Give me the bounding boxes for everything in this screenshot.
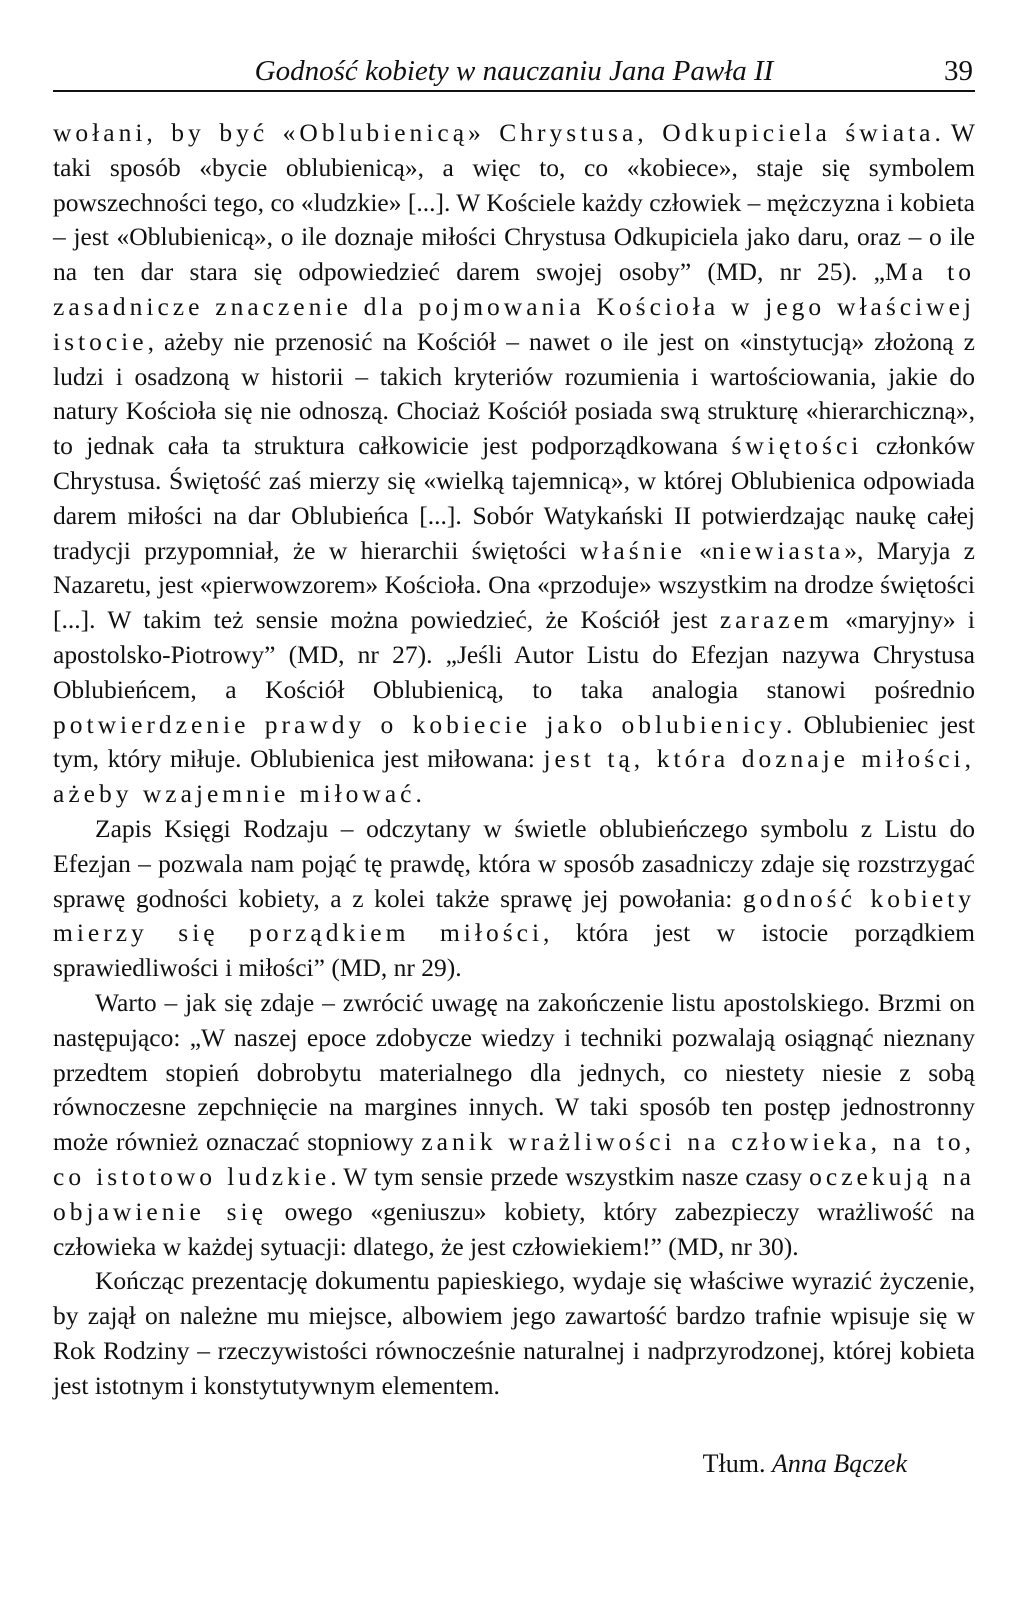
text-run: , ażeby nie przenosić na Kościół – nawet o ile jest on «instytucją» złożoną z ludzi i osadzoną w historii – takich kryteriów rozumienia i wartościowania, jakie do natury Kościoła się nie odnoszą. Chociaż Kościół posiada swą strukturę «hierarchiczną», to jednak cała ta struktura całkowicie jest podporządkowana bbox=[53, 326, 975, 461]
text-run: . bbox=[415, 779, 422, 809]
text-run: « bbox=[685, 535, 712, 565]
text-run: . W tym sensie przede wszystkim nasze czasy bbox=[330, 1161, 810, 1191]
translator-credit bbox=[53, 1447, 975, 1481]
text-run: Warto – jak się zdaje – zwrócić uwagę na zakończenie listu apostolskiego. Brzmi on następująco: „W naszej epoce zdobycze wiedzy i techniki pozwalają osiągnąć nieznany przedtem stopień dobrobytu materialnego dla jednych, co niestety niesie z sobą równoczesne zepchnięcie na margines innych. W taki sposób ten postęp jednostronny może również oznaczać stopniowy bbox=[53, 987, 975, 1157]
running-head bbox=[53, 50, 975, 92]
spaced-emphasis: potwierdzenie prawdy o kobiecie jako oblubienicy bbox=[53, 709, 786, 739]
translator-label: Tłum. bbox=[702, 1449, 766, 1479]
paragraph bbox=[53, 116, 975, 812]
spaced-emphasis: właśnie bbox=[579, 535, 686, 565]
spaced-emphasis: oczekują na objawienie się bbox=[53, 1161, 975, 1226]
body-text bbox=[53, 116, 975, 1403]
spaced-emphasis: zarazem bbox=[719, 605, 833, 635]
spaced-emphasis: godność kobiety mierzy się porządkiem miłości bbox=[53, 883, 975, 948]
spaced-emphasis: wołani, by być «Oblubienicą» Chrystusa, Odkupiciela świata bbox=[53, 118, 935, 147]
text-run: Kończąc prezentację dokumentu papieskiego, wydaje się właściwe wyrazić życzenie, by zajął on należne mu miejsce, albowiem jego zawartość bardzo trafnie wpisuje się w Rok Rodziny – rzeczywistości równocześnie naturalnej i nadprzyrodzonej, której kobieta jest istotnym i konstytutywnym elementem. bbox=[53, 1266, 975, 1400]
text-run: . Oblubieniec jest tym, który miłuje. Oblubienica jest miłowana: bbox=[53, 709, 975, 774]
text-run: Zapis Księgi Rodzaju – odczytany w świetle oblubieńczego symbolu z Listu do Efezjan – pozwala nam pojąć tę prawdę, która w sposób zasadniczy zdaje się rozstrzygać sprawę godności kobiety, a z kolei także sprawę jej powołania: bbox=[53, 813, 975, 913]
spaced-emphasis: Ma to zasadnicze znaczenie dla pojmowania Kościoła w jego właściwej istocie bbox=[53, 257, 976, 356]
text-run: », Maryja z Nazaretu, jest «pierwowzorem» Kościoła. Ona «przoduje» wszystkim na drodze świętości [...]. W takim też sensie można powiedzieć, że Kościół jest bbox=[53, 535, 975, 635]
spaced-emphasis: zanik wrażliwości na człowieka, na to, co istotowo ludzkie bbox=[53, 1127, 975, 1191]
text-run: «maryjny» i apostolsko-Piotrowy” (MD, nr 27). „Jeśli Autor Listu do Efezjan nazywa Chrystusa Oblubieńcem, a Kościół Oblubienicą, to taka analogia stanowi pośrednio bbox=[53, 605, 975, 704]
text-run: owego «geniuszu» kobiety, który zabezpieczy wrażliwość na człowieka w każdej sytuacji: dlatego, że jest człowiekiem!” (MD, nr 30). bbox=[53, 1196, 975, 1261]
text-run: członków Chrystusa. Świętość zaś mierzy się «wielką tajemnicą», w której Oblubienica odpowiada darem miłości na dar Oblubieńca [...]. Sobór Watykański II potwierdzając naukę całej tradycji przypomniał, że w hierarchii świętości bbox=[53, 431, 975, 565]
text-run: , która jest w istocie porządkiem sprawiedliwości i miłości” (MD, nr 29). bbox=[53, 918, 975, 983]
book-page bbox=[53, 50, 975, 1481]
running-title: Godność kobiety w nauczaniu Jana Pawła II bbox=[254, 55, 774, 87]
spaced-emphasis: świętości bbox=[731, 431, 863, 461]
paragraph bbox=[53, 812, 975, 986]
paragraph bbox=[53, 986, 975, 1264]
page-number: 39 bbox=[944, 55, 973, 87]
translator-name: Anna Bączek bbox=[771, 1449, 907, 1479]
spaced-emphasis: jest tą, która doznaje miłości, ażeby wzajemnie miłować bbox=[53, 744, 976, 809]
paragraph bbox=[53, 1264, 975, 1403]
text-run: . W taki sposób «bycie oblubienicą», a więc to, co «kobiece», staje się symbolem powszechności tego, co «ludzkie» [...]. W Kościele każdy człowiek – mężczyzna i kobieta – jest «Oblubienicą», o ile doznaje miłości Chrystusa Odkupiciela jako daru, oraz – o ile na ten dar stara się odpowiedzieć darem swojej osoby” (MD, nr 25). „ bbox=[53, 118, 975, 287]
spaced-emphasis: niewiasta bbox=[711, 535, 845, 565]
